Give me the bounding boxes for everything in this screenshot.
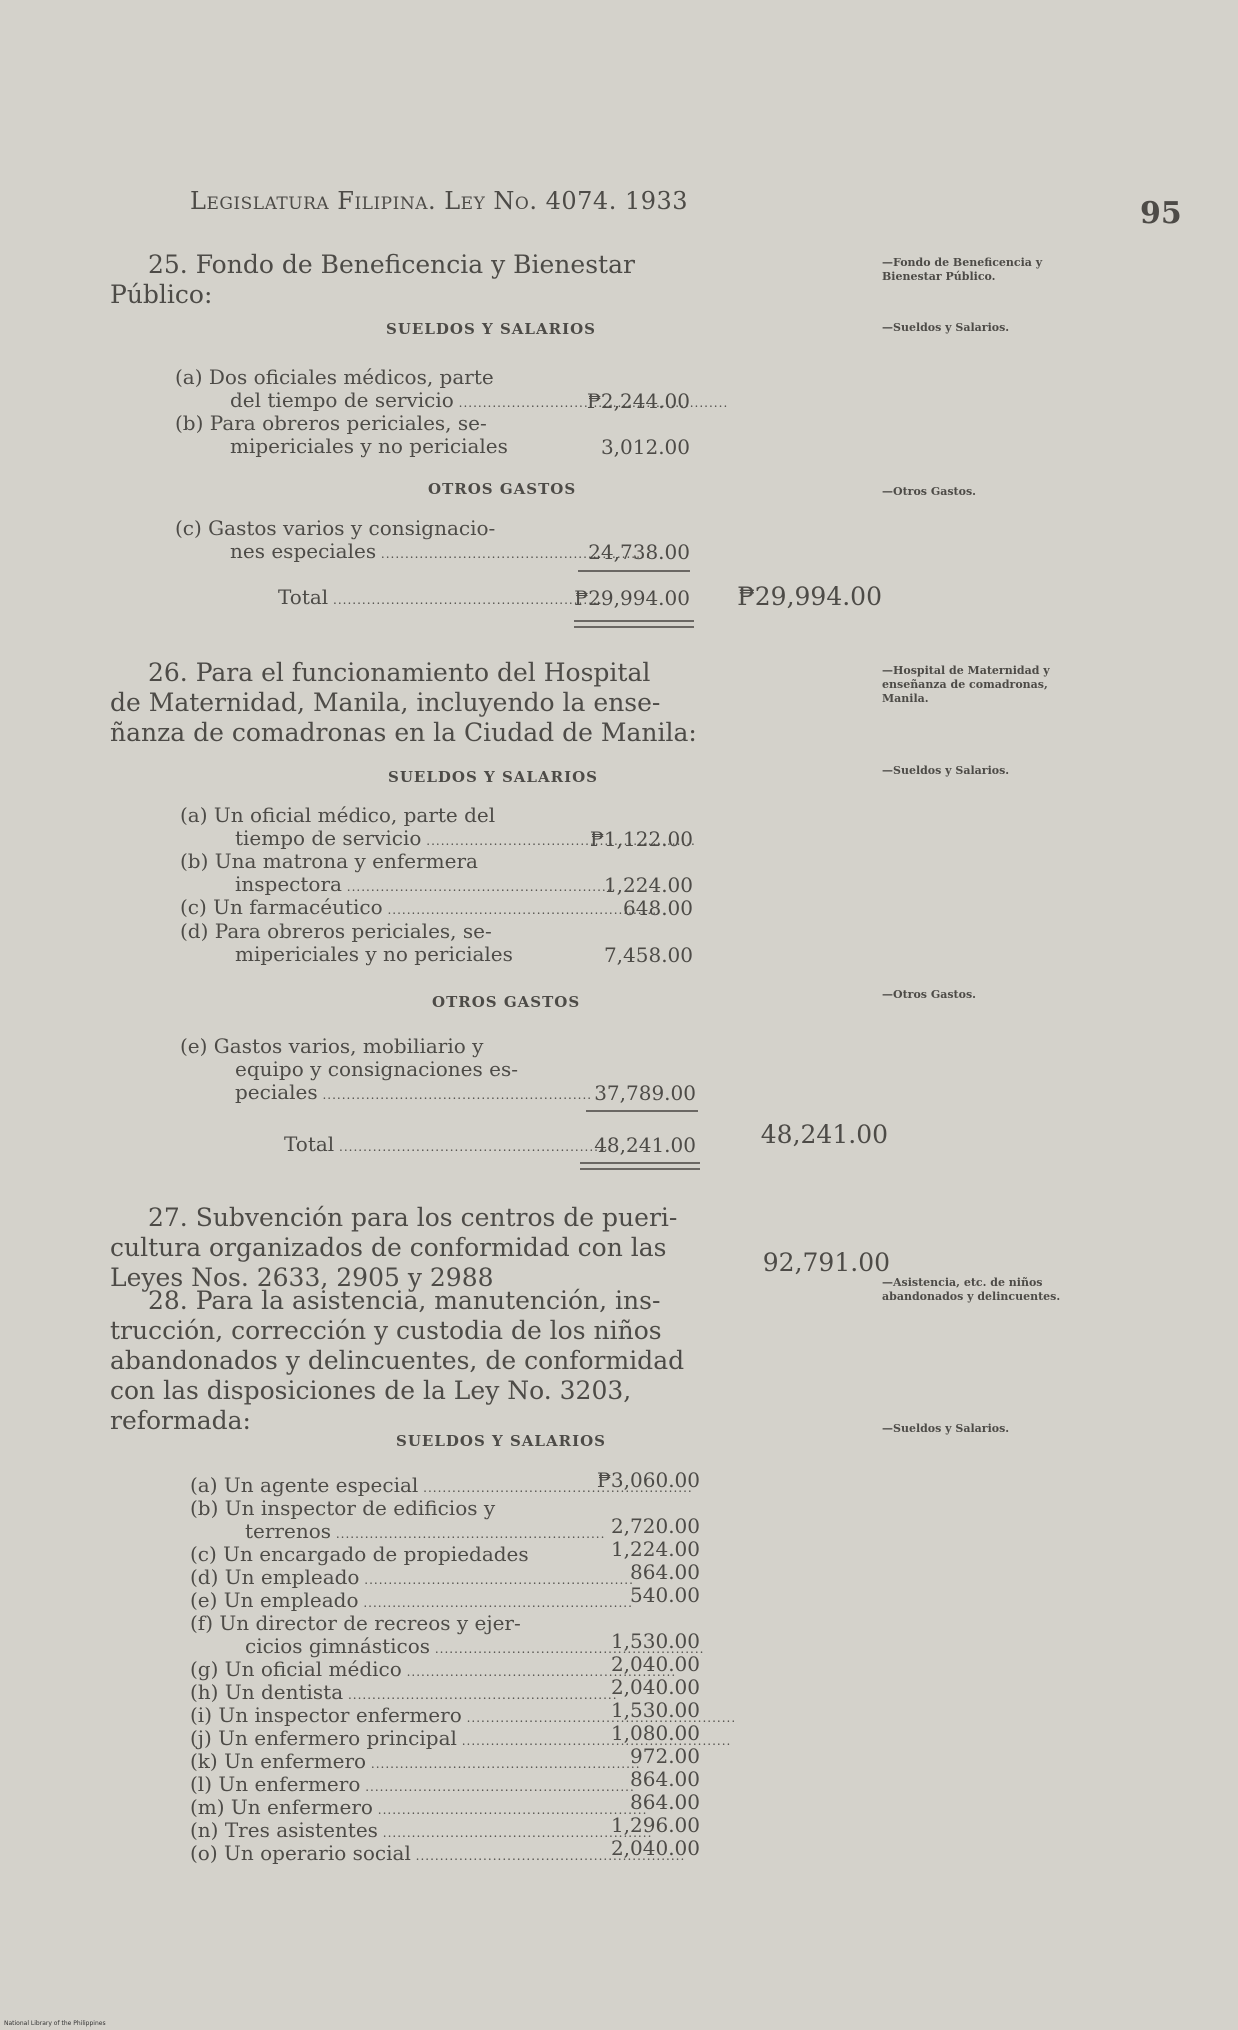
footer-credit: National Library of the Philippines	[4, 2020, 106, 2027]
total-row	[284, 1133, 584, 1159]
text-line: 28. Para la asistencia, manutención, ins-	[148, 1286, 661, 1315]
item-amount: 3,012.00	[600, 435, 690, 459]
text-line: con las disposiciones de la Ley No. 3203,	[110, 1376, 632, 1405]
item-text: peciales .....	[180, 1081, 600, 1107]
line-item	[175, 412, 595, 458]
item-amount: 864.00	[630, 1790, 700, 1814]
heading-line: 25. Fondo de Beneficencia y Bienestar	[148, 250, 635, 279]
item-amount: 1,080.00	[610, 1721, 700, 1745]
item-amount: 1,296.00	[610, 1813, 700, 1837]
total-label: Total .....	[284, 1133, 584, 1159]
item-amount: 972.00	[630, 1744, 700, 1768]
item-text: (c) Gastos varios y consignacio-	[175, 516, 496, 540]
item-text: (j) Un enfermero principal .....	[190, 1727, 610, 1753]
sum-rule	[586, 1110, 698, 1112]
page-number: 95	[1140, 196, 1182, 231]
total-label: Total .....	[278, 586, 578, 612]
item-amount: ₱1,122.00	[589, 827, 693, 851]
item-amount: 37,789.00	[594, 1081, 696, 1105]
item-amount: 7,458.00	[603, 943, 693, 967]
item-amount: 1,224.00	[603, 873, 693, 897]
item-amount: 24,738.00	[588, 540, 690, 564]
double-rule	[574, 620, 694, 622]
item-text: del tiempo de servicio .....	[175, 389, 595, 415]
item-text: cicios gimnásticos .....	[190, 1635, 610, 1661]
double-rule	[580, 1162, 700, 1164]
item-amount: 2,040.00	[610, 1652, 700, 1676]
item-amount: ₱2,244.00	[586, 389, 690, 413]
heading-line: de Maternidad, Manila, incluyendo la ense-	[110, 688, 661, 717]
section-25-heading	[110, 250, 700, 310]
text-line: cultura organizados de conformidad con las	[110, 1233, 667, 1262]
running-head: Legislatura Filipina. Ley No. 4074. 1933	[190, 187, 689, 215]
margin-note: —Asistencia, etc. de niños abandonados y delincuentes.	[882, 1276, 1061, 1303]
item-text: (c) Un farmacéutico .....	[180, 896, 600, 922]
section-26-heading	[110, 658, 700, 748]
sum-rule	[578, 570, 690, 572]
item-text: (b) Un inspector de edificios y	[190, 1496, 496, 1520]
item-amount: 864.00	[630, 1767, 700, 1791]
item-text: (a) Un agente especial .....	[190, 1474, 610, 1500]
item-text: (a) Un oficial médico, parte del	[180, 803, 496, 827]
line-item	[190, 1497, 610, 1546]
item-amount: 864.00	[630, 1560, 700, 1584]
item-text: (m) Un enfermero .....	[190, 1796, 610, 1822]
margin-note: —Sueldos y Salarios.	[882, 321, 1010, 334]
margin-note: —Otros Gastos.	[882, 485, 976, 498]
total-right-amount: ₱29,994.00	[737, 582, 882, 611]
total-amount: 48,241.00	[594, 1133, 696, 1157]
line-item	[190, 1842, 610, 1868]
item-text: (i) Un inspector enfermero .....	[190, 1704, 610, 1730]
item-text: (b) Para obreros periciales, se-	[175, 411, 487, 435]
item-text: (g) Un oficial médico .....	[190, 1658, 610, 1684]
heading-line: Público:	[110, 280, 213, 309]
item-text: mipericiales y no periciales	[230, 434, 508, 458]
item-text: tiempo de servicio .....	[180, 827, 600, 853]
item-amount: ₱3,060.00	[596, 1468, 700, 1492]
total-row	[278, 586, 578, 612]
margin-note: —Otros Gastos.	[882, 988, 976, 1001]
item-text: (e) Gastos varios, mobiliario y	[180, 1034, 484, 1058]
item-amount: 1,530.00	[610, 1629, 700, 1653]
double-rule	[574, 626, 694, 628]
line-item	[175, 517, 595, 566]
item-text: terrenos .....	[190, 1520, 610, 1546]
item-text: equipo y consignaciones es-	[235, 1057, 518, 1081]
item-text: (h) Un dentista .....	[190, 1681, 610, 1707]
heading-line: 26. Para el funcionamiento del Hospital	[148, 658, 651, 687]
double-rule	[580, 1168, 700, 1170]
item-text: (n) Tres asistentes .....	[190, 1819, 610, 1845]
section-28	[110, 1286, 702, 1436]
margin-note: —Hospital de Maternidad y enseñanza de comadronas, Manila.	[882, 664, 1050, 705]
section-27	[110, 1203, 702, 1293]
item-amount: 1,530.00	[610, 1698, 700, 1722]
item-amount: 2,720.00	[610, 1514, 700, 1538]
item-text: (l) Un enfermero .....	[190, 1773, 610, 1799]
item-text: (c) Un encargado de propiedades	[190, 1542, 529, 1566]
item-amount: 1,224.00	[610, 1537, 700, 1561]
sueldos-label: SUELDOS Y SALARIOS	[388, 768, 598, 786]
item-amount: 648.00	[623, 896, 693, 920]
line-item	[190, 1612, 610, 1661]
item-text: nes especiales .....	[175, 540, 595, 566]
item-text: (d) Un empleado .....	[190, 1566, 610, 1592]
item-text: mipericiales y no periciales	[235, 942, 513, 966]
item-amount: 2,040.00	[610, 1675, 700, 1699]
text-line: Leyes Nos. 2633, 2905 y 2988	[110, 1263, 494, 1292]
section-27-amount: 92,791.00	[762, 1248, 890, 1277]
margin-note: —Sueldos y Salarios.	[882, 1422, 1010, 1435]
text-line: 27. Subvención para los centros de pueri-	[148, 1203, 678, 1232]
text-line: abandonados y delincuentes, de conformidad	[110, 1346, 685, 1375]
line-item	[175, 366, 595, 415]
total-amount: ₱29,994.00	[574, 586, 690, 610]
line-item	[180, 920, 600, 966]
line-item	[180, 1035, 600, 1107]
item-text: (o) Un operario social .....	[190, 1842, 610, 1868]
heading-line: ñanza de comadronas en la Ciudad de Manila:	[110, 718, 697, 747]
text-line: trucción, corrección y custodia de los niños	[110, 1316, 662, 1345]
item-text: (f) Un director de recreos y ejer-	[190, 1611, 521, 1635]
item-text: (a) Dos oficiales médicos, parte	[175, 365, 494, 389]
text-line: reformada:	[110, 1406, 251, 1435]
item-text: (d) Para obreros periciales, se-	[180, 919, 492, 943]
margin-note: —Sueldos y Salarios.	[882, 764, 1010, 777]
sueldos-label: SUELDOS Y SALARIOS	[386, 320, 596, 338]
item-text: (b) Una matrona y enfermera	[180, 849, 478, 873]
line-item	[190, 1543, 610, 1566]
sueldos-label: SUELDOS Y SALARIOS	[396, 1432, 606, 1450]
line-item	[180, 804, 600, 853]
otros-gastos-label: OTROS GASTOS	[432, 993, 581, 1011]
otros-gastos-label: OTROS GASTOS	[428, 480, 577, 498]
margin-note: —Fondo de Beneficencia y Bienestar Público.	[882, 256, 1043, 283]
item-text: inspectora .....	[180, 873, 600, 899]
total-right-amount: 48,241.00	[760, 1120, 888, 1149]
item-amount: 2,040.00	[610, 1836, 700, 1860]
item-text: (e) Un empleado .....	[190, 1589, 610, 1615]
item-text: (k) Un enfermero .....	[190, 1750, 610, 1776]
item-amount: 540.00	[630, 1583, 700, 1607]
line-item	[180, 850, 600, 899]
